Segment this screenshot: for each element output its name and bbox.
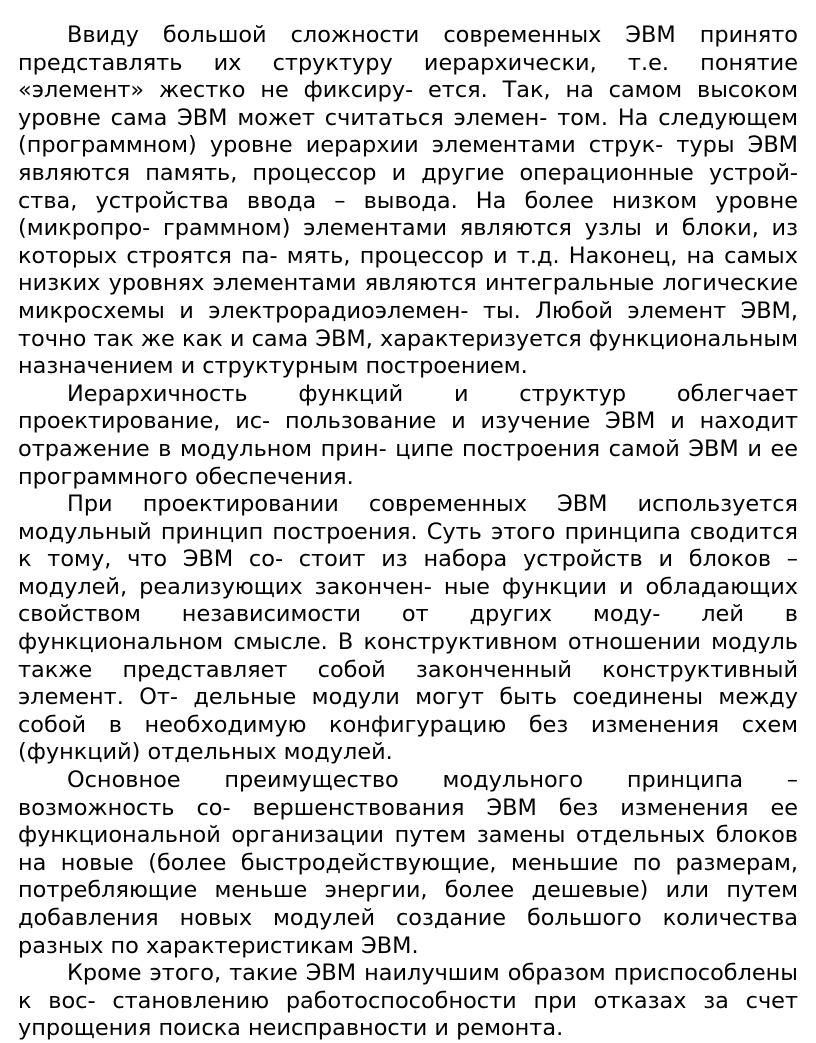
paragraph-modular-advantage: Основное преимущество модульного принципа – возможность со- вершенствования ЭВМ без изменения ее функциональной организации путем замены отдельных блоков на новые (более быстродействующие, меньшие по размерам, потребляющие меньше энергии, более дешевые) или путем добавления новых модулей создание большого количества разных по характеристикам ЭВМ. (18, 767, 798, 959)
paragraph-recovery: Кроме этого, такие ЭВМ наилучшим образом приспособлены к вос- становлению работоспособности при отказах за счет упрощения поиска неисправности и ремонта. (18, 960, 798, 1042)
paragraph-modular-principle: При проектировании современных ЭВМ используется модульный принцип построения. Суть этого принципа сводится к тому, что ЭВМ со- стоит из набора устройств и блоков – модулей, реализующих закончен- ные функции и обладающих свойством независимости от других моду- лей в функциональном смысле. В конструктивном отношении модуль также представляет собой законченный конструктивный элемент. От- дельные модули могут быть соединены между собой в необходимую конфигурацию без изменения схем (функций) отдельных модулей. (18, 491, 798, 766)
paragraph-hierarchy-benefits: Иерархичность функций и структур облегчает проектирование, ис- пользование и изучение ЭВМ и находит отражение в модульном прин- ципе построения самой ЭВМ и ее программного обеспечения. (18, 380, 798, 490)
paragraph-hierarchy: Ввиду большой сложности современных ЭВМ принято представлять их структуру иерархически, т.е. понятие «элемент» жестко не фиксиру- ется. Так, на самом высоком уровне сама ЭВМ может считаться элемен- том. На следующем (программном) уровне иерархии элементами струк- туры ЭВМ являются память, процессор и другие операционные устрой- ства, устройства ввода – вывода. На более низком уровне (микропро- граммном) элементами являются узлы и блоки, из которых строятся па- мять, процессор и т.д. Наконец, на самых низких уровнях элементами являются интегральные логические микросхемы и электрорадиоэлемен- ты. Любой элемент ЭВМ, точно так же как и сама ЭВМ, характеризуется функциональным назначением и структурным построением. (18, 22, 798, 380)
